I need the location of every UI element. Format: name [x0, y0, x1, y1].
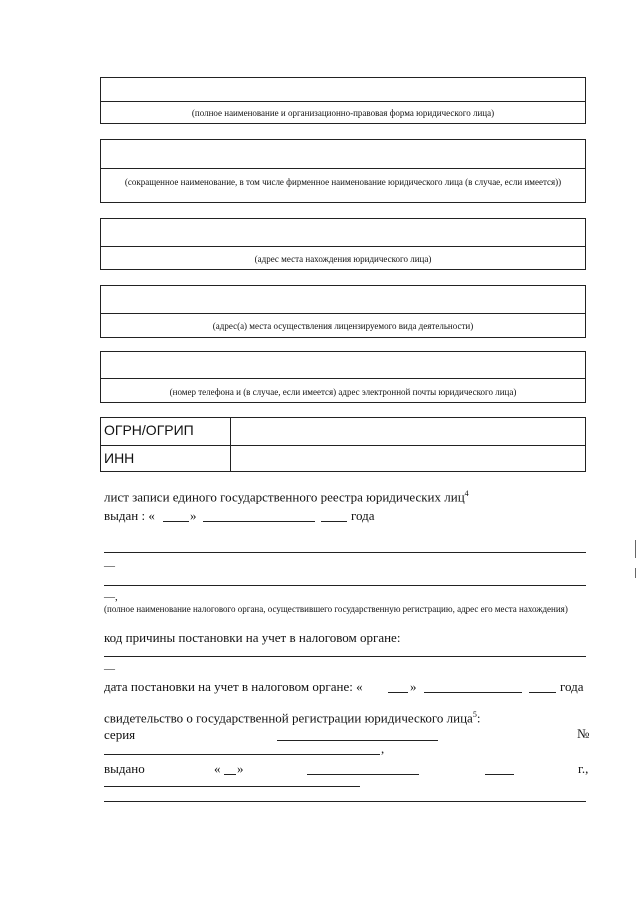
egrul-quote-close: » — [190, 508, 197, 523]
tax-authority-line-2[interactable] — [104, 585, 586, 586]
ids-table — [100, 417, 586, 472]
issued-quote-close: » — [237, 761, 244, 776]
issued-by-line-1[interactable] — [104, 786, 360, 787]
scan-edge-mark-bottom — [635, 568, 636, 578]
contact-field[interactable] — [101, 352, 585, 379]
series-field[interactable] — [277, 740, 438, 741]
kpp-dash: — — [104, 663, 115, 675]
scan-edge-mark-top — [635, 540, 636, 558]
contact-caption: (номер телефона и (в случае, если имеется) адрес электронной почты юридического лица) — [169, 387, 517, 397]
certificate-title-text: свидетельство о государственной регистрации юридического лица — [104, 710, 473, 726]
issued-by-line-2[interactable] — [104, 801, 586, 802]
ogrn-row — [101, 418, 585, 445]
footnote-5: 5 — [472, 710, 477, 719]
legal-address-box — [100, 218, 586, 270]
tax-authority-line-1[interactable] — [104, 552, 586, 553]
activity-address-caption: (адрес(а) места осуществления лицензируемого вида деятельности) — [212, 321, 474, 331]
full-name-caption: (полное наименование и организационно-правовая форма юридического лица) — [191, 108, 495, 118]
tax-authority-caption: (полное наименование налогового органа, осуществившего государственную регистрацию, адрес его места нахождения) — [104, 604, 568, 614]
number-field[interactable] — [104, 754, 380, 755]
issued-year-field[interactable] — [485, 774, 514, 775]
inn-row — [101, 445, 585, 472]
reg-date-quote-close: » — [410, 679, 417, 694]
reg-date-year-word: года — [560, 679, 584, 694]
reg-date-month-field[interactable] — [424, 692, 522, 693]
egrul-title-text: лист записи единого государственного реестра юридических лиц — [104, 489, 465, 505]
activity-address-box — [100, 285, 586, 338]
egrul-year-word: года — [351, 508, 375, 523]
reg-date-year-field[interactable] — [529, 692, 556, 693]
short-name-caption: (сокращенное наименование, в том числе фирменное наименование юридического лица (в случае, если имеется)) — [124, 177, 562, 187]
egrul-day-field[interactable] — [163, 521, 189, 522]
ogrn-field[interactable] — [231, 418, 585, 445]
number-sign: № — [577, 726, 590, 741]
issued-label: выдано — [104, 761, 145, 776]
issued-month-field[interactable] — [307, 774, 419, 775]
series-label: серия — [104, 727, 136, 742]
full-name-box — [100, 77, 586, 124]
reg-date-day-field[interactable] — [388, 692, 408, 693]
egrul-year-field[interactable] — [321, 521, 347, 522]
issued-day-field[interactable] — [224, 774, 236, 775]
certificate-colon: : — [476, 710, 481, 726]
activity-address-field[interactable] — [101, 286, 585, 314]
egrul-title — [104, 489, 469, 505]
contact-box — [100, 351, 586, 403]
reg-date-prefix: дата постановки на учет в налоговом органе: « — [104, 679, 363, 694]
inn-label: ИНН — [101, 446, 231, 472]
kpp-label: код причины постановки на учет в налоговом органе: — [104, 630, 401, 645]
issued-year-suffix: г., — [578, 761, 589, 776]
certificate-title — [104, 710, 480, 726]
footnote-4: 4 — [464, 489, 469, 498]
number-comma: , — [381, 741, 385, 756]
legal-address-caption: (адрес места нахождения юридического лица) — [254, 254, 432, 264]
short-name-field[interactable] — [101, 140, 585, 169]
inn-field[interactable] — [231, 446, 585, 472]
tax-authority-dash-1: — — [104, 560, 115, 572]
egrul-issued-prefix: выдан : « — [104, 508, 155, 523]
tax-authority-dash-2: —, — [104, 591, 118, 603]
issued-quote-open: « — [214, 761, 221, 776]
full-name-field[interactable] — [101, 78, 585, 102]
egrul-month-field[interactable] — [203, 521, 315, 522]
short-name-box — [100, 139, 586, 203]
kpp-field[interactable] — [104, 656, 586, 657]
legal-address-field[interactable] — [101, 219, 585, 247]
ogrn-label: ОГРН/ОГРИП — [101, 418, 231, 445]
